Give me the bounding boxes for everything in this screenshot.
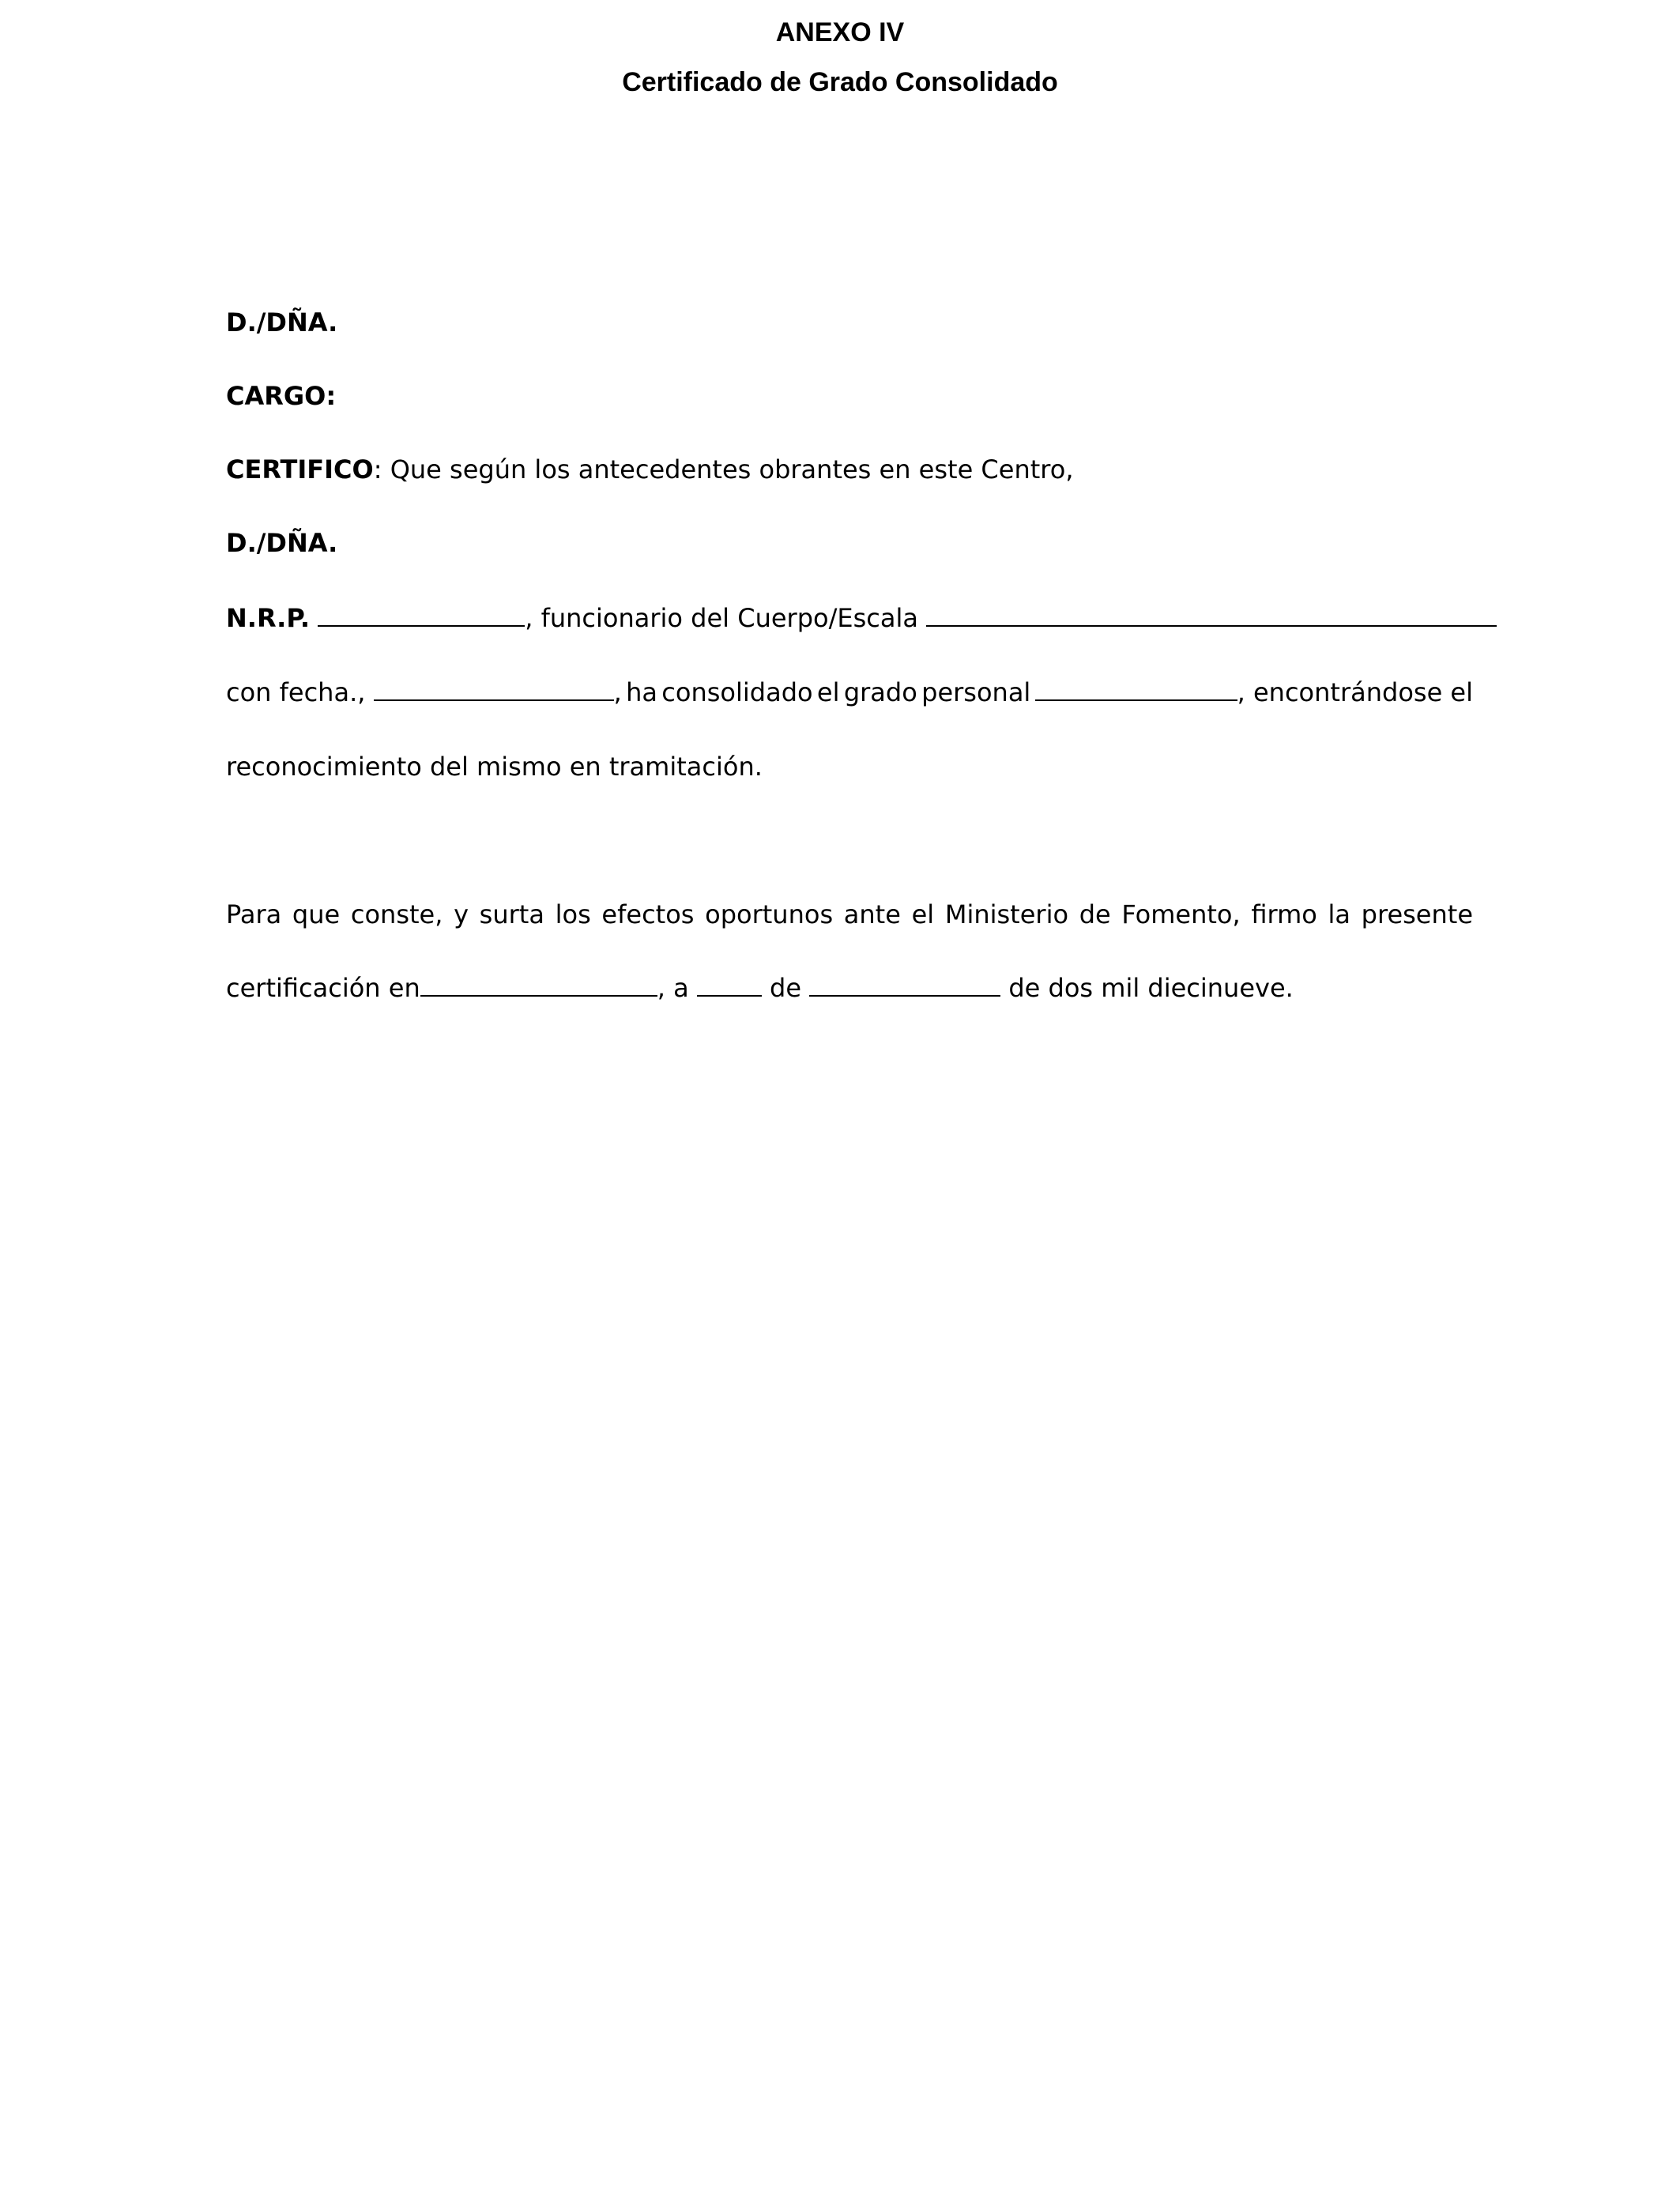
- fecha-word: ha: [626, 677, 657, 707]
- certifico-line: [226, 454, 1473, 485]
- para-word: ante: [843, 899, 901, 929]
- fecha-blank-field[interactable]: [374, 677, 614, 701]
- para-word: efectos: [601, 899, 695, 929]
- para-word: Fomento,: [1121, 899, 1241, 929]
- para-word: conste,: [350, 899, 443, 929]
- para-word: de: [1079, 899, 1111, 929]
- nrp-label: N.R.P.: [226, 603, 311, 633]
- cert-suffix: de dos mil diecinueve.: [1008, 973, 1294, 1003]
- cert-de: de: [770, 973, 802, 1003]
- nrp-line: [226, 602, 1473, 634]
- para-word: Ministerio: [944, 899, 1069, 929]
- certifico-label: CERTIFICO: [226, 454, 374, 484]
- cargo-label: CARGO:: [226, 381, 337, 411]
- para-word: el: [911, 899, 935, 929]
- cert-prefix: certificación en: [226, 973, 420, 1003]
- lugar-blank-field[interactable]: [420, 973, 657, 997]
- certificacion-line: [226, 972, 1473, 1004]
- certificate-title: Certificado de Grado Consolidado: [622, 67, 1058, 97]
- para-word: los: [555, 899, 591, 929]
- para-word: Para: [226, 899, 282, 929]
- reconocimiento-line: reconocimiento del mismo en tramitación.: [226, 752, 763, 782]
- nrp-blank-field[interactable]: [318, 603, 525, 627]
- name-label-1: D./DÑA.: [226, 307, 338, 337]
- fecha-word: el: [816, 677, 840, 707]
- fecha-word: personal: [921, 677, 1031, 707]
- nrp-suffix: , funcionario del Cuerpo/Escala: [525, 603, 918, 633]
- para-word: que: [292, 899, 341, 929]
- fecha-prefix: con fecha., ,: [226, 677, 622, 707]
- para-word: firmo: [1251, 899, 1317, 929]
- certifico-text: : Que según los antecedentes obrantes en este Centro,: [373, 454, 1074, 484]
- para-word: la: [1328, 899, 1350, 929]
- fecha-line: [226, 677, 1473, 708]
- cuerpo-escala-blank-field[interactable]: [926, 603, 1497, 627]
- annex-heading: ANEXO IV: [775, 17, 905, 47]
- cert-a: , a: [657, 973, 689, 1003]
- para-line: [226, 899, 1473, 930]
- mes-blank-field[interactable]: [809, 973, 1000, 997]
- para-word: presente: [1361, 899, 1473, 929]
- grado-segment: , encontrándose el: [1035, 677, 1473, 708]
- dia-blank-field[interactable]: [697, 973, 762, 997]
- fecha-word: consolidado: [661, 677, 813, 707]
- para-word: y: [454, 899, 469, 929]
- para-word: surta: [479, 899, 544, 929]
- grado-blank-field[interactable]: [1035, 677, 1237, 701]
- name-label-2: D./DÑA.: [226, 528, 338, 558]
- fecha-word: grado: [843, 677, 917, 707]
- para-word: oportunos: [705, 899, 834, 929]
